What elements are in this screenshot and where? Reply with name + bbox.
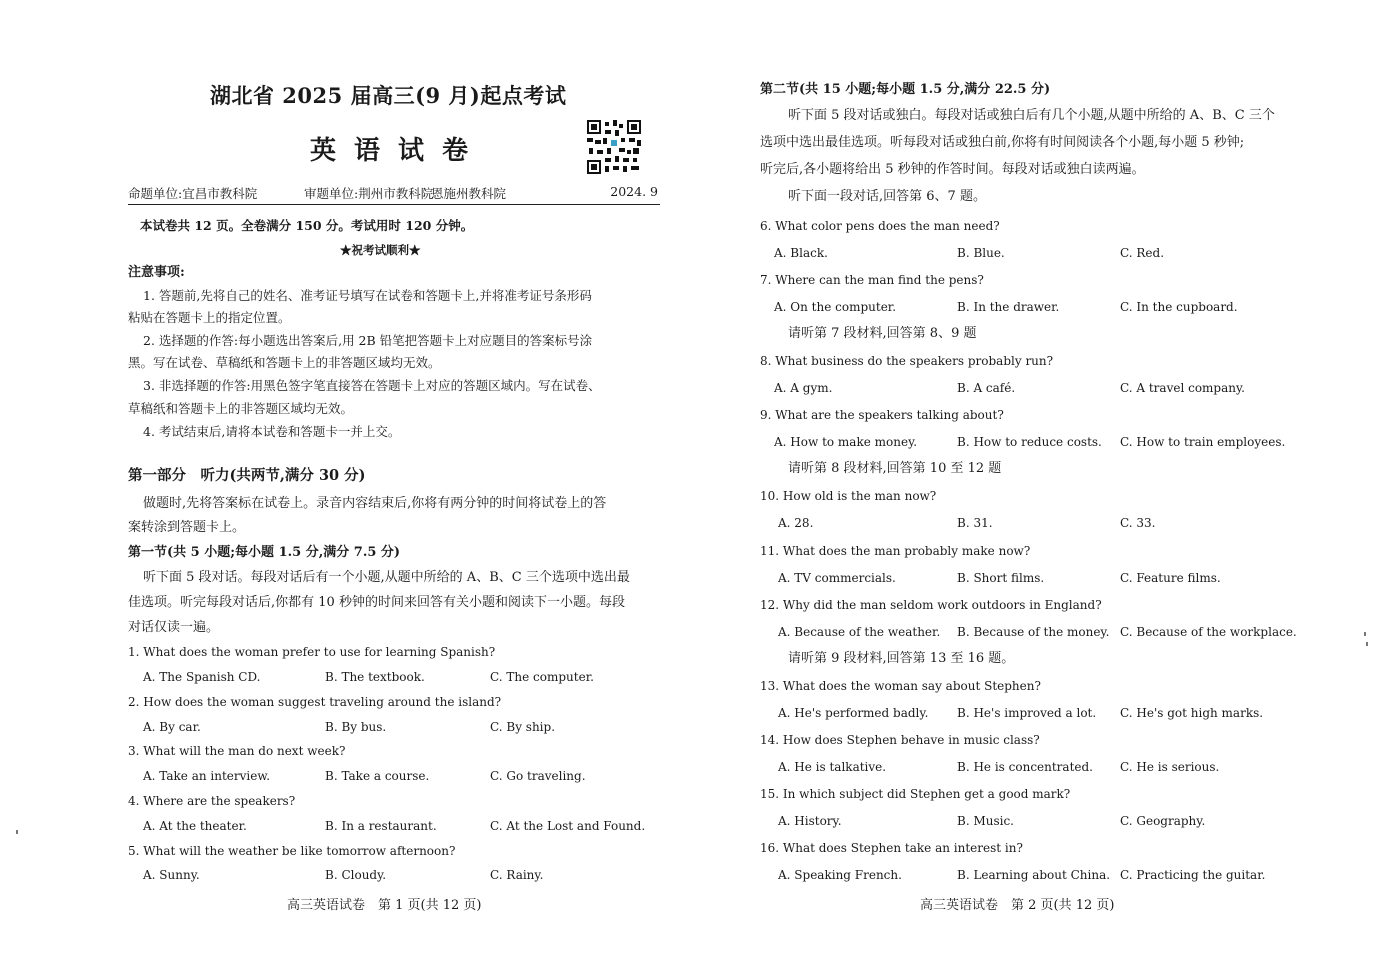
option-a: A. TV commercials. bbox=[778, 571, 896, 585]
scan-speck bbox=[1366, 642, 1368, 646]
option-a: A. 28. bbox=[778, 516, 814, 530]
option-a: A. Because of the weather. bbox=[778, 625, 941, 639]
question-2: 2. How does the woman suggest traveling around the island? bbox=[128, 695, 502, 709]
option-a: A. Speaking French. bbox=[778, 868, 902, 882]
option-c: C. Because of the workplace. bbox=[1120, 625, 1297, 639]
part1-desc-line: 案转涂到答题卡上。 bbox=[128, 520, 246, 535]
option-c: C. 33. bbox=[1120, 516, 1156, 530]
option-b: B. Learning about China. bbox=[957, 868, 1111, 882]
option-b: B. In the drawer. bbox=[957, 300, 1060, 314]
option-c: C. Geography. bbox=[1120, 814, 1206, 828]
option-c: C. He is serious. bbox=[1120, 760, 1220, 774]
option-c: C. Go traveling. bbox=[490, 769, 586, 783]
option-b: B. Blue. bbox=[957, 246, 1005, 260]
question-1: 1. What does the woman prefer to use for learning Spanish? bbox=[128, 645, 496, 659]
question-5: 5. What will the weather be like tomorrow afternoon? bbox=[128, 844, 456, 858]
section1-title: 第一节(共 5 小题;每小题 1.5 分,满分 7.5 分) bbox=[128, 545, 401, 560]
exam-subject: 英语试卷 bbox=[310, 136, 487, 166]
option-c: C. Practicing the guitar. bbox=[1120, 868, 1266, 882]
section2-desc-line: 选项中选出最佳选项。听每段对话或独白前,你将有时间阅读各个小题,每小题 5 秒钟; bbox=[760, 135, 1245, 150]
option-b: B. Music. bbox=[957, 814, 1014, 828]
section1-desc-line: 对话仅读一遍。 bbox=[128, 620, 220, 635]
notice-line: 3. 非选择题的作答:用黑色签字笔直接答在答题卡上对应的答题区域内。写在试卷、 bbox=[143, 378, 601, 393]
option-a: A. Take an interview. bbox=[143, 769, 271, 783]
option-a: A. History. bbox=[778, 814, 842, 828]
notice-line: 草稿纸和答题卡上的非答题区域均无效。 bbox=[128, 401, 354, 416]
page-footer: 高三英语试卷 第 1 页(共 12 页) bbox=[287, 898, 482, 913]
option-b: B. By bus. bbox=[325, 720, 387, 734]
scan-speck bbox=[16, 830, 18, 834]
section2-desc-line: 听完后,各小题将给出 5 秒钟的作答时间。每段对话或独白读两遍。 bbox=[760, 162, 1145, 177]
notice-line: 粘贴在答题卡上的指定位置。 bbox=[128, 310, 291, 325]
exam-title: 湖北省 2025 届高三(9 月)起点考试 bbox=[210, 83, 567, 108]
exam-date: 2024. 9 bbox=[610, 184, 658, 199]
option-c: C. How to train employees. bbox=[1120, 435, 1286, 449]
option-a: A. On the computer. bbox=[774, 300, 897, 314]
page-footer: 高三英语试卷 第 2 页(共 12 页) bbox=[920, 898, 1115, 913]
question-13: 13. What does the woman say about Stephen? bbox=[760, 679, 1041, 693]
question-6: 6. What color pens does the man need? bbox=[760, 219, 1000, 233]
section2-desc-line: 听下面 5 段对话或独白。每段对话或独白后有几个小题,从题中所给的 A、B、C 三个 bbox=[788, 108, 1275, 123]
option-c: C. Rainy. bbox=[490, 868, 544, 882]
notice-title: 注意事项: bbox=[128, 265, 185, 280]
option-b: B. How to reduce costs. bbox=[957, 435, 1102, 449]
option-a: A. Sunny. bbox=[143, 868, 200, 882]
question-7: 7. Where can the man find the pens? bbox=[760, 273, 984, 287]
option-b: B. Because of the money. bbox=[957, 625, 1110, 639]
part1-title: 第一部分 听力(共两节,满分 30 分) bbox=[128, 467, 366, 484]
option-c: C. In the cupboard. bbox=[1120, 300, 1238, 314]
question-4: 4. Where are the speakers? bbox=[128, 794, 296, 808]
part1-desc-line: 做题时,先将答案标在试卷上。录音内容结束后,你将有两分钟的时间将试卷上的答 bbox=[143, 496, 607, 511]
notice-line: 4. 考试结束后,请将本试卷和答题卡一并上交。 bbox=[143, 424, 401, 439]
group-instruction: 请听第 8 段材料,回答第 10 至 12 题 bbox=[788, 461, 1002, 476]
option-a: A. At the theater. bbox=[143, 819, 247, 833]
option-c: C. A travel company. bbox=[1120, 381, 1245, 395]
question-14: 14. How does Stephen behave in music class? bbox=[760, 733, 1040, 747]
group-instruction: 听下面一段对话,回答第 6、7 题。 bbox=[788, 189, 986, 204]
question-8: 8. What business do the speakers probably run? bbox=[760, 354, 1054, 368]
option-a: A. He's performed badly. bbox=[778, 706, 929, 720]
option-b: B. A café. bbox=[957, 381, 1016, 395]
option-c: C. At the Lost and Found. bbox=[490, 819, 646, 833]
question-11: 11. What does the man probably make now? bbox=[760, 544, 1031, 558]
option-a: A. The Spanish CD. bbox=[143, 670, 261, 684]
option-a: A. A gym. bbox=[774, 381, 833, 395]
notice-line: 黑。写在试卷、草稿纸和答题卡上的非答题区域均无效。 bbox=[128, 355, 441, 370]
option-c: C. Red. bbox=[1120, 246, 1165, 260]
right-page bbox=[688, 0, 1375, 971]
group-instruction: 请听第 7 段材料,回答第 8、9 题 bbox=[788, 326, 977, 341]
option-b: B. In a restaurant. bbox=[325, 819, 437, 833]
option-b: B. Cloudy. bbox=[325, 868, 387, 882]
option-b: B. He is concentrated. bbox=[957, 760, 1093, 774]
option-a: A. By car. bbox=[143, 720, 201, 734]
question-9: 9. What are the speakers talking about? bbox=[760, 408, 1004, 422]
meta-row bbox=[128, 182, 660, 205]
notice-line: 1. 答题前,先将自己的姓名、准考证号填写在试卷和答题卡上,并将准考证号条形码 bbox=[143, 288, 592, 303]
option-b: B. The textbook. bbox=[325, 670, 425, 684]
scan-speck bbox=[1364, 632, 1366, 636]
option-a: A. How to make money. bbox=[774, 435, 918, 449]
question-10: 10. How old is the man now? bbox=[760, 489, 937, 503]
option-b: B. Take a course. bbox=[325, 769, 430, 783]
option-a: A. He is talkative. bbox=[778, 760, 887, 774]
question-15: 15. In which subject did Stephen get a good mark? bbox=[760, 787, 1071, 801]
reviewer-unit-2: 恩施州教科院 bbox=[431, 186, 507, 201]
option-c: C. Feature films. bbox=[1120, 571, 1221, 585]
notice-line: 2. 选择题的作答:每小题选出答案后,用 2B 铅笔把答题卡上对应题目的答案标号涂 bbox=[143, 333, 593, 348]
section2-title: 第二节(共 15 小题;每小题 1.5 分,满分 22.5 分) bbox=[760, 82, 1051, 97]
exam-wish: ★祝考试顺利★ bbox=[340, 243, 421, 257]
option-b: B. 31. bbox=[957, 516, 993, 530]
question-12: 12. Why did the man seldom work outdoors in England? bbox=[760, 598, 1102, 612]
exam-intro: 本试卷共 12 页。全卷满分 150 分。考试用时 120 分钟。 bbox=[140, 218, 474, 233]
option-c: C. By ship. bbox=[490, 720, 556, 734]
option-c: C. The computer. bbox=[490, 670, 594, 684]
group-instruction: 请听第 9 段材料,回答第 13 至 16 题。 bbox=[788, 651, 1015, 666]
option-b: B. Short films. bbox=[957, 571, 1045, 585]
qr-code-icon bbox=[587, 120, 641, 174]
option-a: A. Black. bbox=[774, 246, 828, 260]
question-3: 3. What will the man do next week? bbox=[128, 744, 346, 758]
author-unit: 命题单位:宜昌市教科院 bbox=[128, 186, 258, 201]
option-c: C. He's got high marks. bbox=[1120, 706, 1264, 720]
section1-desc-line: 听下面 5 段对话。每段对话后有一个小题,从题中所给的 A、B、C 三个选项中选出最 bbox=[143, 570, 630, 585]
question-16: 16. What does Stephen take an interest in? bbox=[760, 841, 1023, 855]
reviewer-unit: 审题单位:荆州市教科院 bbox=[304, 186, 434, 201]
section1-desc-line: 佳选项。听完每段对话后,你都有 10 秒钟的时间来回答有关小题和阅读下一小题。每段 bbox=[128, 595, 625, 610]
option-b: B. He's improved a lot. bbox=[957, 706, 1097, 720]
